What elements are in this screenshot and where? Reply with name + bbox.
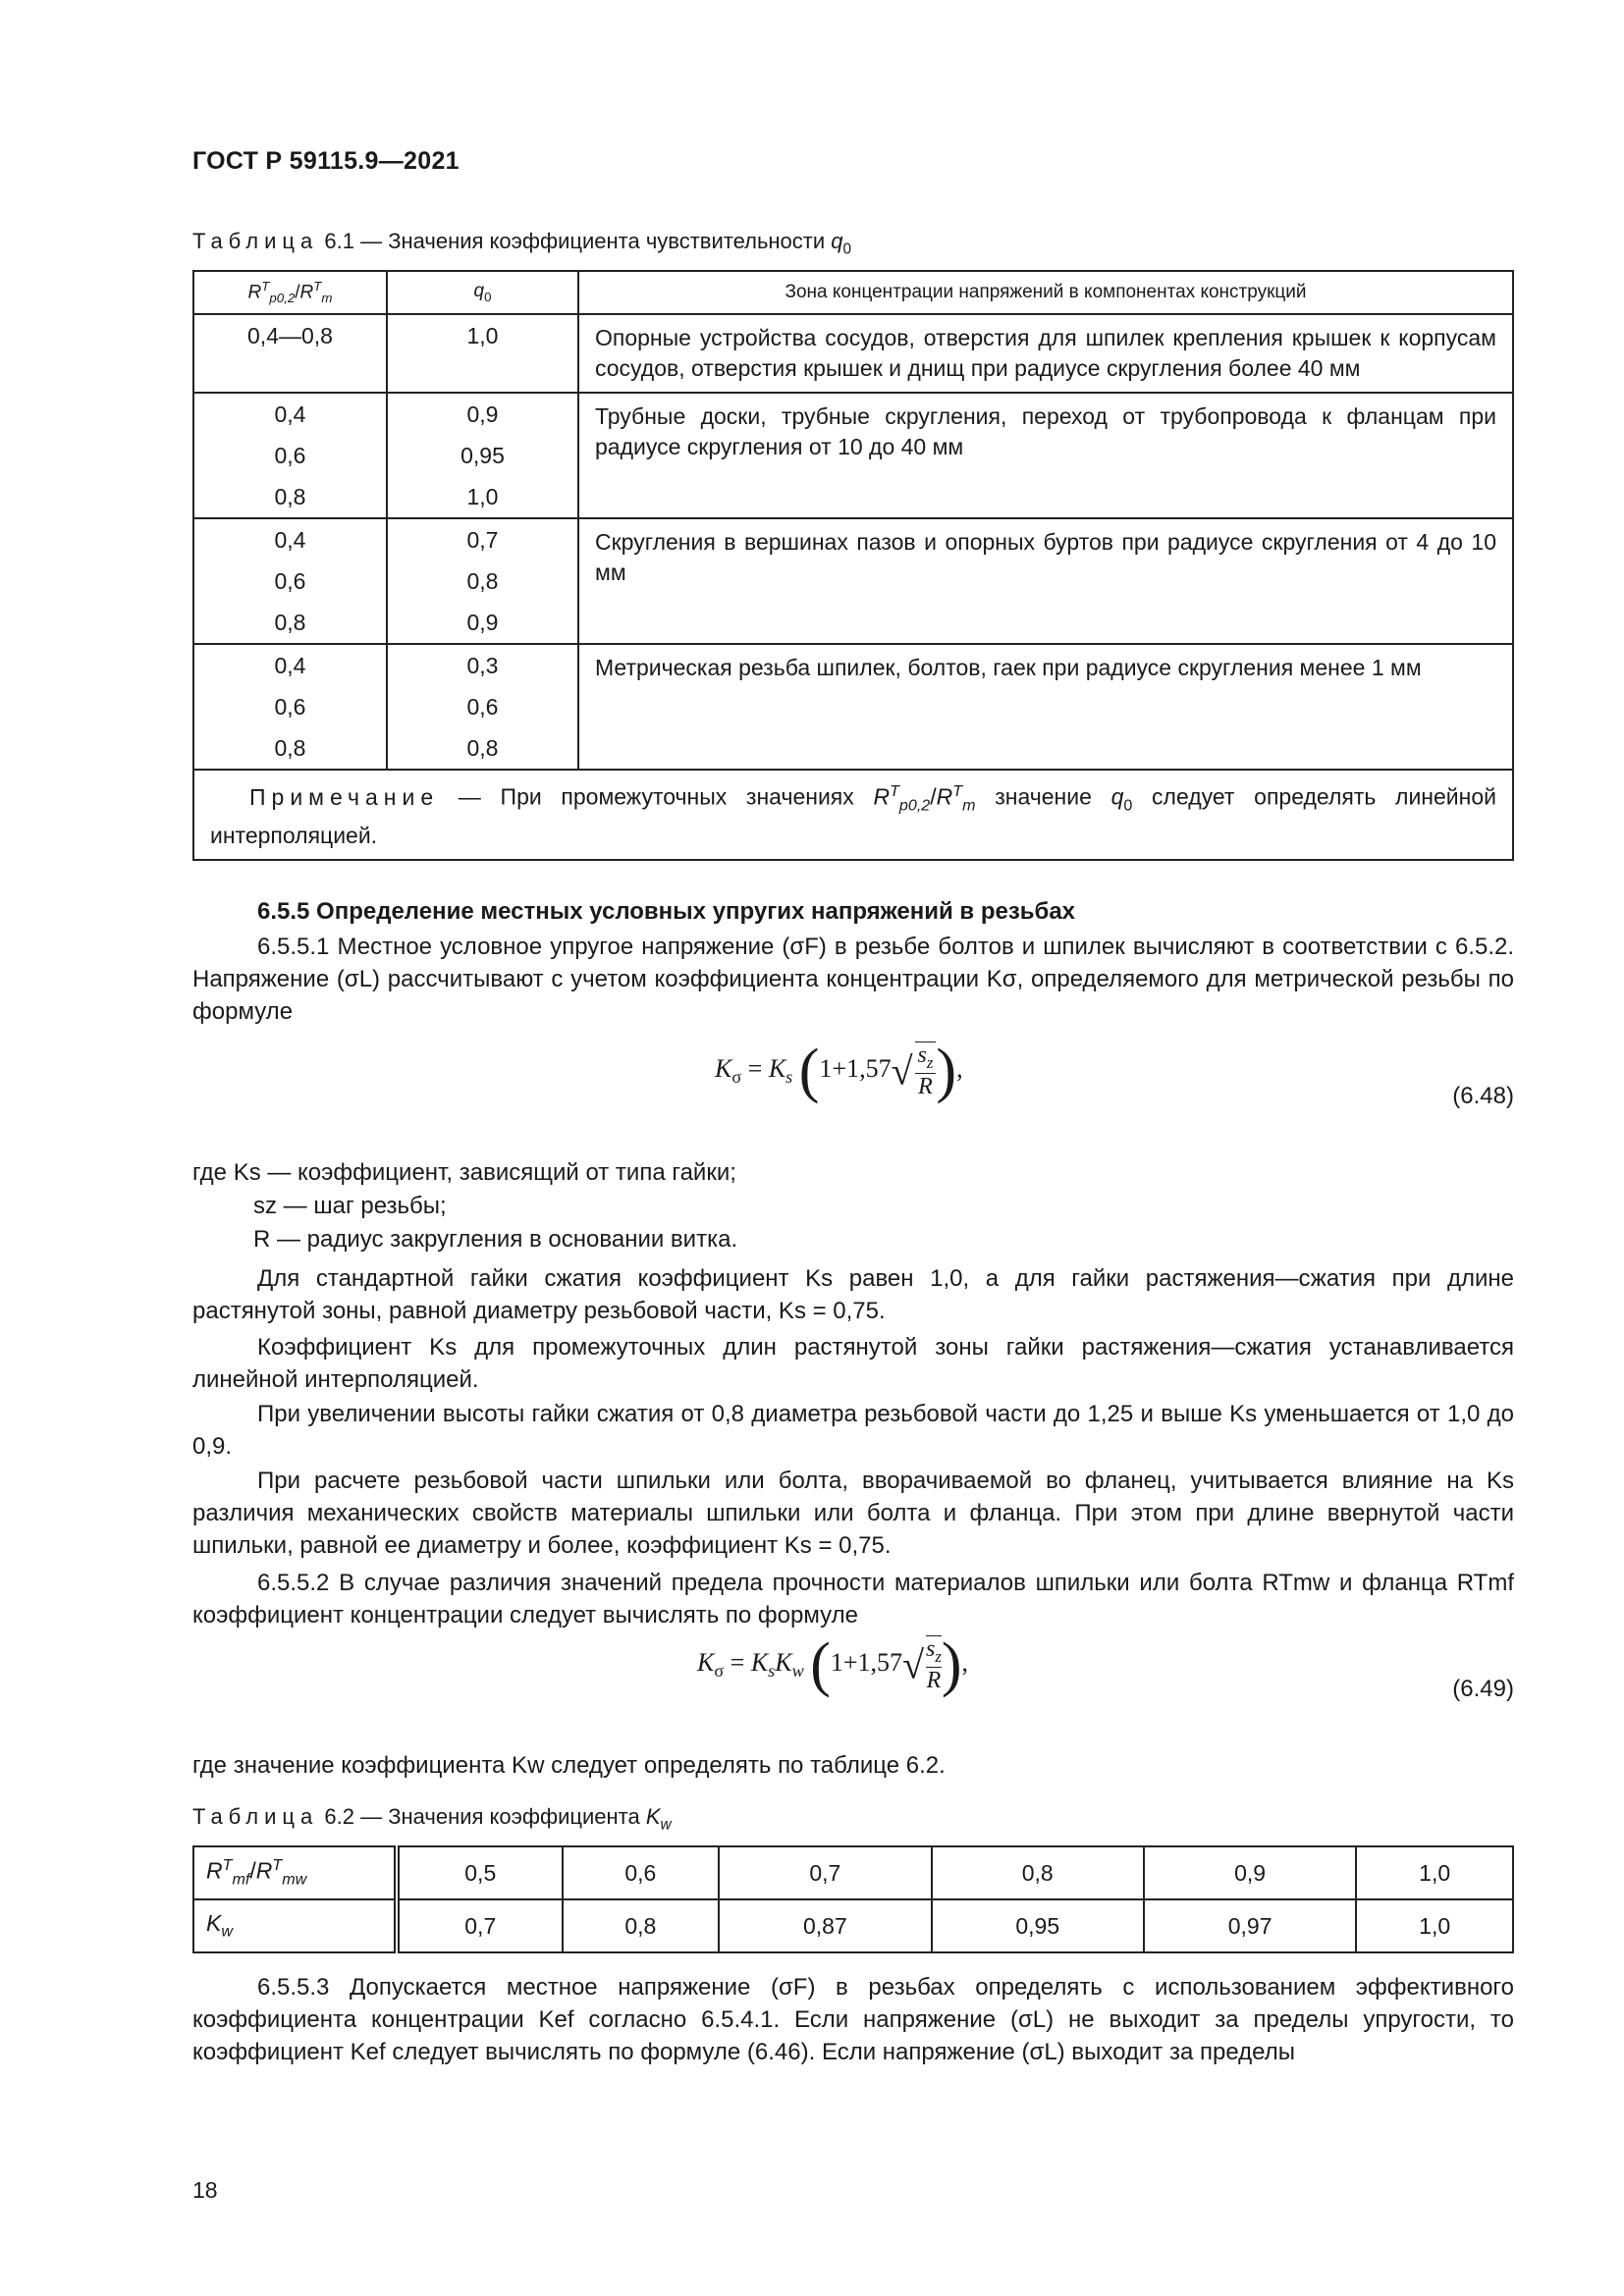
where-r: R — радиус закругления в основании витка. [253,1226,738,1253]
table-row: 0,4 0,6 0,8 0,9 0,95 1,0 Трубные доски, трубные скругления, переход от трубопровода к фланцам при радиусе скругления от 10 до 40 мм [193,393,1513,518]
document-header: ГОСТ Р 59115.9—2021 [192,147,460,175]
table-row: 0,4 0,6 0,8 0,3 0,6 0,8 Метрическая резьба шпилек, болтов, гаек при радиусе скругления менее 1 мм [193,644,1513,770]
table-row: 0,4 0,6 0,8 0,7 0,8 0,9 Скругления в вершинах пазов и опорных буртов при радиусе скругления от 4 до 10 мм [193,518,1513,644]
formula-6-49-number: (6.49) [1452,1676,1514,1702]
column-header-zone: Зона концентрации напряжений в компонентах конструкций [578,271,1513,314]
paragraph-6-5-5-2: 6.5.5.2 В случае различия значений предела прочности материалов шпильки или болта RTmw и фланца RTmf коэффициент концентрации следует вычислять по формуле [192,1570,1514,1629]
row-label-kw: $K_w$ [193,1899,397,1952]
where-sz: sz — шаг резьбы; [253,1193,447,1219]
paragraph-ks-values: Для стандартной гайки сжатия коэффициент Ks равен 1,0, а для гайки растяжения—сжатия при длине растянутой зоны, равной диаметру резьбовой части, Ks = 0,75. [192,1265,1514,1324]
row-label-r-ratio: $R^T_{mf}/R^T_{mw}$ [193,1846,397,1899]
paragraph-6-5-5-3: 6.5.5.3 Допускается местное напряжение (σF) в резьбах определять с использованием эффективного коэффициента концентрации Kef согласно 6.5.4.1. Если напряжение (σL) не выходит за пределы упругости, то коэффициент Kef следует вычислять по формуле (6.46). Если напряжение (σL) выходит за пределы [192,1974,1514,2065]
table-row: $R^T_{mf}/R^T_{mw}$ 0,5 0,6 0,7 0,8 0,9 1,0 [193,1846,1513,1899]
table-6-1-caption: Таблица 6.1 — Значения коэффициента чувствительности $q_0$ [192,229,852,258]
table-row: $K_w$ 0,7 0,8 0,87 0,95 0,97 1,0 [193,1899,1513,1952]
section-heading: 6.5.5 Определение местных условных упругих напряжений в резьбах [257,898,1076,925]
paragraph-ks-height: При увеличении высоты гайки сжатия от 0,8 диаметра резьбовой части до 1,25 и выше Ks уменьшается от 1,0 до 0,9. [192,1401,1514,1460]
table-row: 0,4—0,8 1,0 Опорные устройства сосудов, отверстия для шпилек крепления крышек к корпусам сосудов, отверстия крышек и днищ при радиусе скругления более 40 мм [193,314,1513,393]
paragraph-kw-reference: где значение коэффициента Kw следует определять по таблице 6.2. [192,1752,946,1779]
paragraph-6-5-5-1: 6.5.5.1 Местное условное упругое напряжение (σF) в резьбе болтов и шпилек вычисляют в соответствии с 6.5.2. Напряжение (σL) рассчитывают с учетом коэффициента концентрации Kσ, определяемого для метрической резьбы по формуле [192,934,1514,1025]
table-6-1 [192,270,1514,861]
formula-6-48-number: (6.48) [1452,1083,1514,1109]
table-note-row [193,770,1513,860]
formula-6-48: $K_\sigma = K_s$ (1+1,57√ $\frac{s_z}{R}$ ), [715,1038,963,1104]
paragraph-ks-flange: При расчете резьбовой части шпильки или болта, вворачиваемой во фланец, учитывается влияние на Ks различия механических свойств материалы шпильки или болта и фланца. При этом при длине ввернутой части шпильки, равной ее диаметру и более, коэффициент Ks = 0,75. [192,1468,1514,1559]
table-6-2 [192,1845,1514,1953]
column-header-q0: $q_0$ [387,271,578,314]
table-6-2-caption: Таблица 6.2 — Значения коэффициента $K_w$ [192,1804,672,1834]
paragraph-ks-interpolation: Коэффициент Ks для промежуточных длин растянутой зоны гайки растяжения—сжатия устанавливается линейной интерполяцией. [192,1334,1514,1393]
where-ks: где Ks — коэффициент, зависящий от типа гайки; [192,1159,736,1186]
page-number: 18 [192,2177,218,2203]
formula-6-49: $K_\sigma = K_sK_w$ (1+1,57√ $\frac{s_z}{R}$ ), [697,1631,969,1698]
column-header-r-ratio: $R^T_{p0,2}/R^T_m$ [193,271,387,314]
table-note: Примечание — При промежуточных значениях $R^T_{p0,2}/R^T_m$ значение $q_0$ следует определять линейной интерполяцией. [193,770,1513,860]
